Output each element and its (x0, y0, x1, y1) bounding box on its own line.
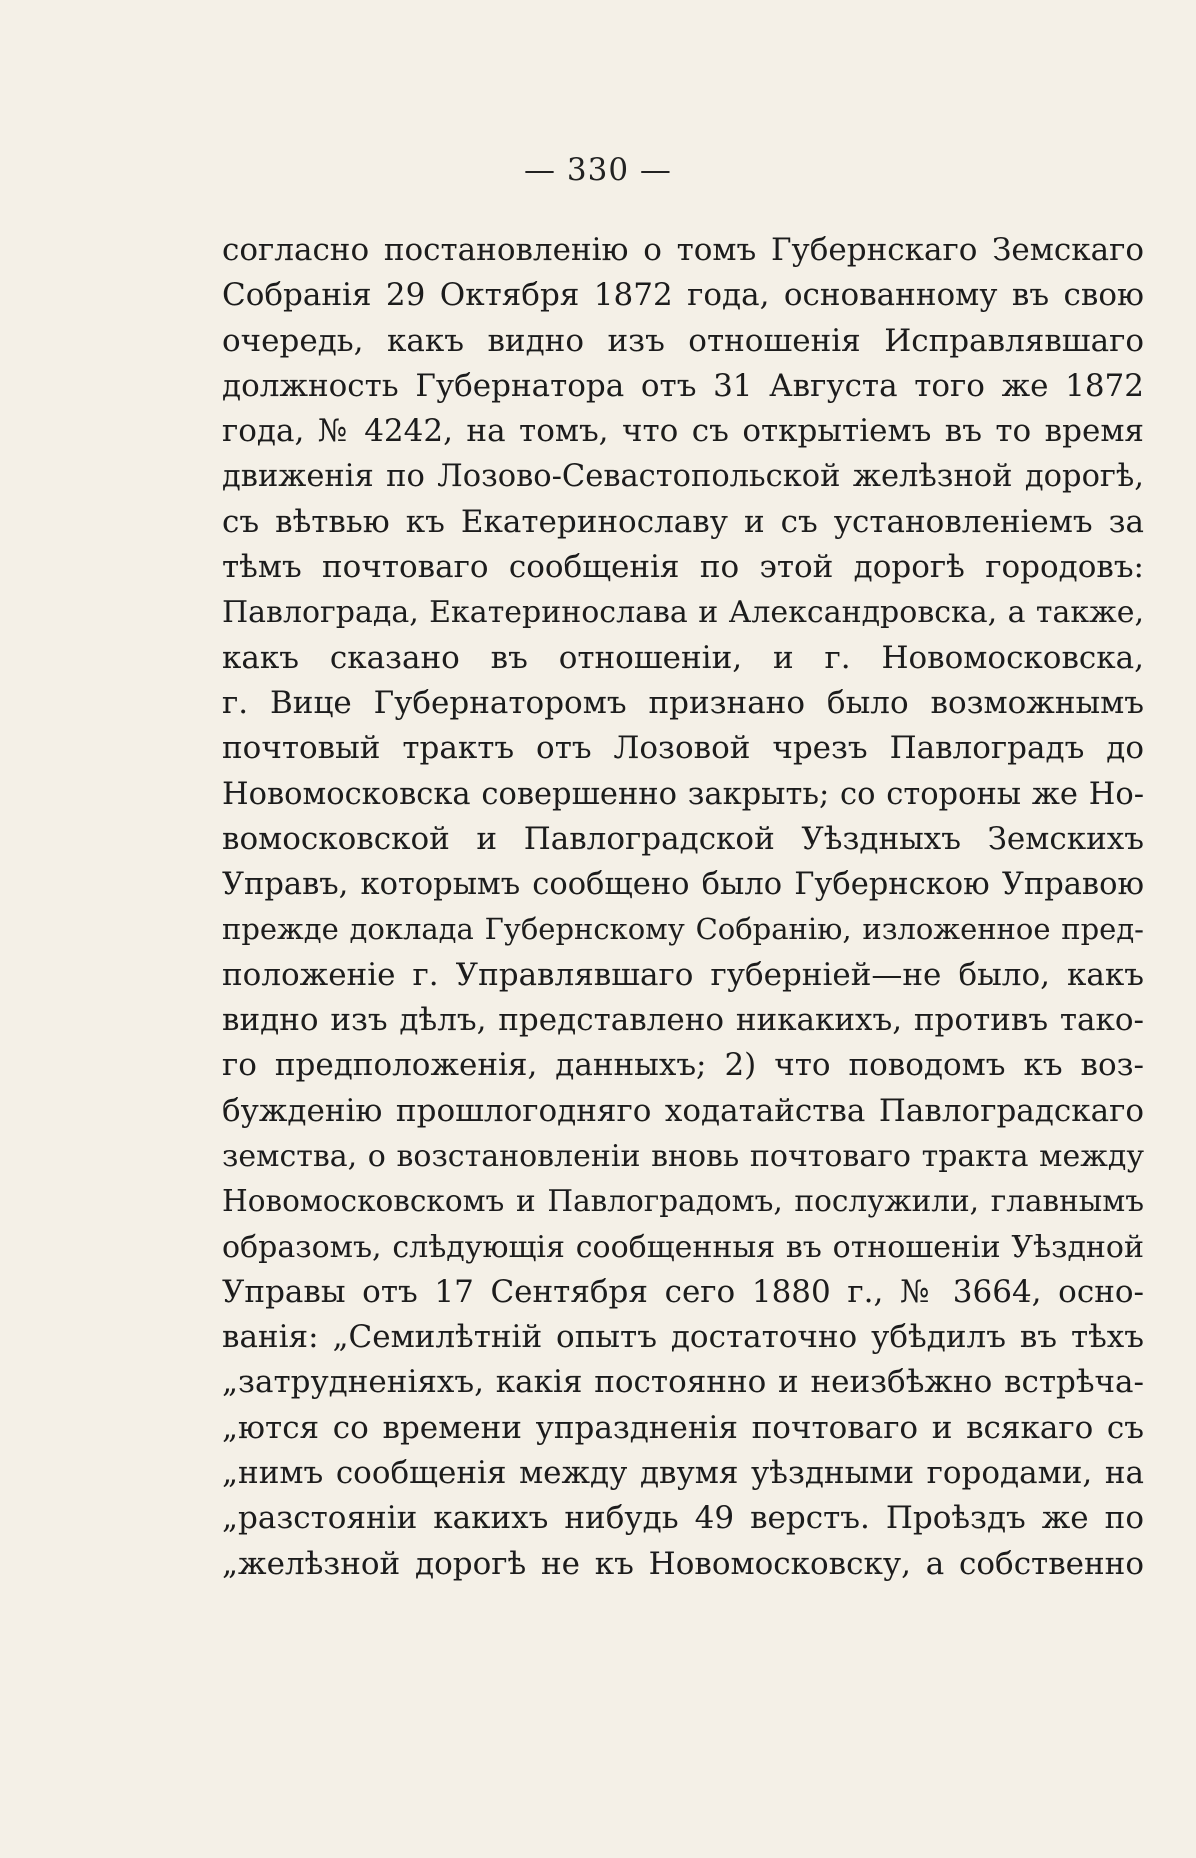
body-text (222, 228, 1144, 1587)
text-line: года, № 4242, на томъ, что съ открытіемъ въ то время (222, 413, 1144, 450)
text-line: „нимъ сообщенія между двумя уѣздными городами, на (222, 1455, 1144, 1492)
text-line: земства, о возстановленіи вновь почтоваго тракта между (222, 1138, 1144, 1174)
text-line: го предположенія, данныхъ; 2) что поводомъ къ воз- (222, 1047, 1144, 1084)
text-line: видно изъ дѣлъ, представлено никакихъ, противъ тако- (222, 1002, 1144, 1039)
text-line: согласно постановленію о томъ Губернскаго Земскаго (222, 232, 1144, 268)
text-line: съ вѣтвью къ Екатеринославу и съ установленіемъ за (222, 503, 1144, 540)
text-line: ванія: „Семилѣтній опытъ достаточно убѣдилъ въ тѣхъ (222, 1319, 1144, 1356)
text-line: Управъ, которымъ сообщено было Губернскою Управою (222, 867, 1144, 903)
text-line: Новомосковскомъ и Павлоградомъ, послужили, главнымъ (222, 1184, 1144, 1219)
text-line: положеніе г. Управлявшаго губерніей—не было, какъ (222, 956, 1144, 993)
text-line: „затрудненіяхъ, какія постоянно и неизбѣжно встрѣча- (222, 1364, 1144, 1401)
text-line: какъ сказано въ отношеніи, и г. Новомосковска, (222, 639, 1144, 676)
text-line: очередь, какъ видно изъ отношенія Исправлявшаго (222, 322, 1144, 359)
text-line: Собранія 29 Октября 1872 года, основанному въ свою (222, 277, 1144, 314)
text-line: тѣмъ почтоваго сообщенія по этой дорогѣ городовъ: (222, 549, 1144, 586)
text-line: Новомосковска совершенно закрыть; со стороны же Но- (222, 776, 1144, 812)
text-line: г. Вице Губернаторомъ признано было возможнымъ (222, 684, 1144, 721)
text-line: „ются со времени упраздненія почтоваго и всякаго съ (222, 1409, 1144, 1446)
text-line: движенія по Лозово-Севастопольской желѣзной дорогѣ, (222, 459, 1144, 495)
text-line: прежде доклада Губернскому Собранію, изложенное пред- (222, 912, 1144, 947)
text-line: вомосковской и Павлоградской Уѣздныхъ Земскихъ (222, 820, 1144, 857)
text-line: „желѣзной дорогѣ не къ Новомосковску, а собственно (222, 1545, 1144, 1582)
text-line: Павлограда, Екатеринослава и Александровска, а также, (222, 595, 1144, 631)
text-line: Управы отъ 17 Сентября сего 1880 г., № 3664, осно- (222, 1273, 1144, 1310)
text-line: бужденію прошлогодняго ходатайства Павлоградскаго (222, 1092, 1144, 1129)
text-line: образомъ, слѣдующія сообщенныя въ отношеніи Уѣздной (222, 1229, 1144, 1265)
text-line: „разстояніи какихъ нибудь 49 верстъ. Проѣздъ же по (222, 1500, 1144, 1537)
page-number: — 330 — (524, 152, 672, 188)
text-line: почтовый трактъ отъ Лозовой чрезъ Павлоградъ до (222, 730, 1144, 767)
text-line: должность Губернатора отъ 31 Августа того же 1872 (222, 367, 1144, 404)
